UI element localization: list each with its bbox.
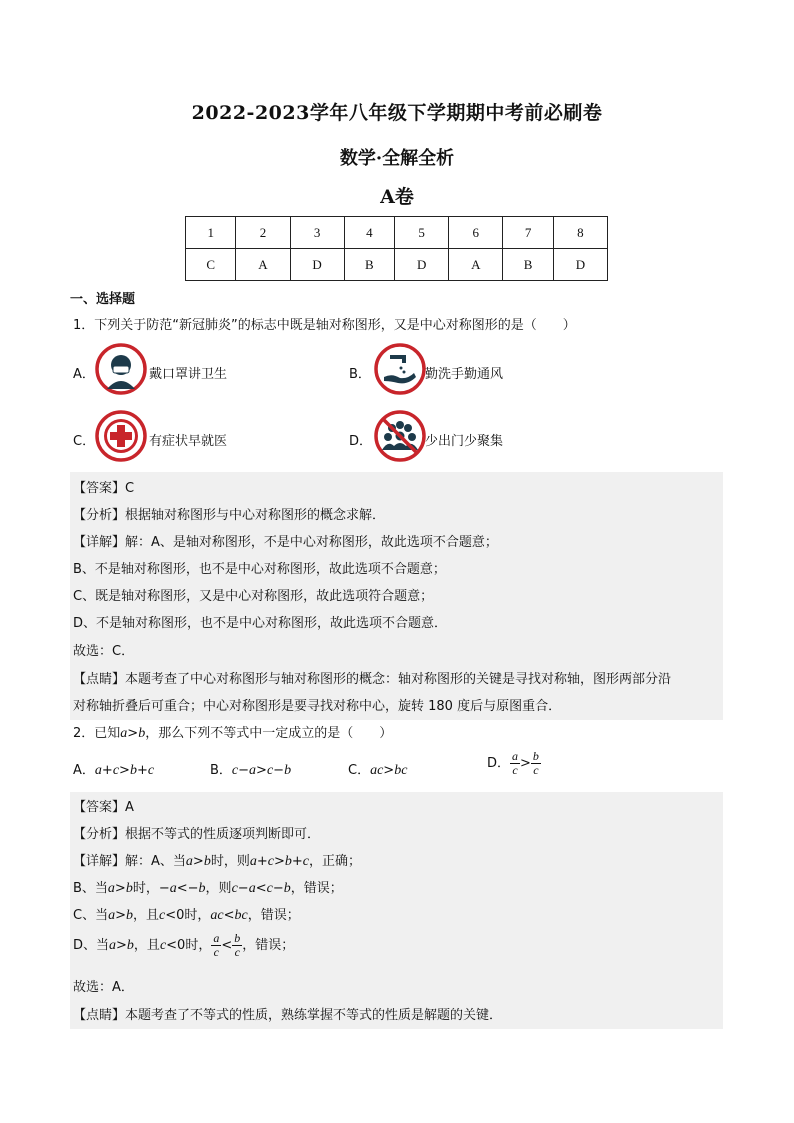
q1-detail-c: C、既是轴对称图形，又是中心对称图形，故此选项符合题意； [73,589,434,604]
hand-washing-icon [374,343,426,395]
math-expression: c [231,881,238,896]
q2-option-b: B．c−a>c−b [210,763,292,778]
no-crowd-icon [374,410,426,462]
q2-option-b-letter: B． [210,763,232,778]
q1-comment-line-1: 【点睛】本题考查了中心对称图形与轴对称图形的概念：轴对称图形的关键是寻找对称轴，图形两部分沿 [73,672,672,687]
math-expression: bc [394,763,408,778]
fraction-b-over-c: $\frac{b}{c}$ [234,931,241,959]
q1-option-b-letter: B． [349,367,371,382]
q1-option-a-label: 戴口罩讲卫生 [149,367,228,382]
question-2-stem: 2．已知a>b，那么下列不等式中一定成立的是（ ） [73,726,393,741]
math-expression: ac [370,763,384,778]
math-expression: a [109,938,117,953]
math-expression: a [120,726,128,741]
table-cell: A [449,249,503,281]
document-title: 2022-2023学年八年级下学期期中考前必刷卷 [191,102,603,124]
text-segment: ，错误； [290,881,343,896]
math-expression: a [169,881,177,896]
table-cell: C [186,249,236,281]
math-expression: a [249,763,257,778]
math-expression: c [266,881,273,896]
math-expression: c [159,938,167,953]
table-cell: A [236,249,290,281]
q2-choice: 故选：A． [73,980,134,995]
math-expression: a [107,881,115,896]
math-expression: c [231,763,239,778]
q2-option-d-letter: D． [487,756,511,771]
text-segment: D、当 [73,938,110,953]
math-expression: a [108,908,116,923]
table-cell: B [503,249,553,281]
math-expression: b [125,881,133,896]
q1-detail-b: B、不是轴对称图形，也不是中心对称图形，故此选项不合题意； [73,562,446,577]
q1-analysis: 【分析】根据轴对称图形与中心对称图形的概念求解． [73,508,386,523]
q2-stem-suffix: ，那么下列不等式中一定成立的是（ ） [145,726,393,741]
q2-detail-b: B、当a>b时，−a<−b，则c−a<c−b，错误； [73,881,343,896]
fraction-b-over-c: $\frac{b}{c}$ [532,749,539,777]
math-expression: a [249,854,257,869]
text-segment: ，正确； [308,854,361,869]
q2-comment: 【点睛】本题考查了不等式的性质，熟练掌握不等式的性质是解题的关键． [73,1008,503,1023]
medical-cross-icon [95,410,147,462]
document-subtitle: 数学·全解全析 [339,148,455,169]
q1-option-d-label: 少出门少聚集 [425,434,504,449]
math-expression: c [112,763,120,778]
math-expression: ac [210,908,224,923]
section-title: A卷 [380,186,414,208]
table-cell: 2 [236,217,290,249]
math-expression: b [138,726,146,741]
q1-option-b-label: 勤洗手勤通风 [425,367,504,382]
text-segment: 时， [185,938,212,953]
text-segment: C、当 [73,908,109,923]
answer-table-answer-row [186,249,608,281]
math-expression: c [302,854,309,869]
math-expression: b [203,854,211,869]
text-segment: 【详解】解：A、当 [73,854,186,869]
table-cell: 4 [344,217,394,249]
q1-answer: 【答案】C [73,481,135,496]
math-expression: c [267,854,274,869]
math-expression: a [248,881,256,896]
part-heading: 一、选择题 [70,292,136,307]
mask-person-icon [95,343,147,395]
table-cell: 5 [395,217,449,249]
text-segment: 时， [184,908,211,923]
math-expression: b [129,763,137,778]
text-segment: ，错误； [247,908,300,923]
math-expression: a [94,763,102,778]
table-cell: D [290,249,344,281]
text-segment: ，则 [205,881,232,896]
answer-table [185,216,608,281]
text-segment: 时， [132,881,159,896]
math-expression: a [185,854,193,869]
table-cell: D [395,249,449,281]
text-segment: ，且 [133,938,160,953]
q2-option-c: C．ac>bc [348,763,408,778]
q2-option-d: D． $\frac{a}{c}$ > $\frac{b}{c}$ [487,749,539,777]
q1-option-c-label: 有症状早就医 [149,434,228,449]
q1-detail-d: D、不是轴对称图形，也不是中心对称图形，故此选项不合题意． [73,616,448,631]
q1-option-a-letter: A． [73,367,95,382]
math-expression: b [125,908,133,923]
math-expression: b [198,881,206,896]
q1-detail-a: 【详解】解：A、是轴对称图形，不是中心对称图形，故此选项不合题意； [73,535,498,550]
math-expression: c [266,763,274,778]
q2-answer: 【答案】A [73,800,134,815]
text-segment: ，且 [132,908,159,923]
math-expression: b [126,938,134,953]
table-cell: 3 [290,217,344,249]
table-cell: D [553,249,607,281]
q2-option-a: A．a+c>b+c [73,763,155,778]
q2-option-a-letter: A． [73,763,95,778]
table-cell: 7 [503,217,553,249]
math-expression: b [284,854,292,869]
math-expression: c [147,763,155,778]
table-cell: 1 [186,217,236,249]
q1-choice: 故选：C． [73,644,135,659]
q2-option-c-letter: C． [348,763,371,778]
math-expression: c [159,908,166,923]
q1-option-d-letter: D． [349,434,373,449]
text-segment: ，错误； [242,938,295,953]
q1-option-c-letter: C． [73,434,96,449]
answer-table-number-row [186,217,608,249]
fraction-a-over-c: $\frac{a}{c}$ [213,931,220,959]
math-expression: b [283,881,291,896]
q1-comment-line-2: 对称轴折叠后可重合；中心对称图形是要寻找对称中心，旋转 180 度后与原图重合． [73,699,562,714]
math-expression: b [284,763,292,778]
q2-stem-prefix: 2．已知 [73,726,121,741]
table-cell: 6 [449,217,503,249]
text-segment: 时，则 [210,854,250,869]
text-segment: B、当 [73,881,108,896]
math-expression: bc [234,908,248,923]
table-cell: 8 [553,217,607,249]
q2-analysis: 【分析】根据不等式的性质逐项判断即可． [73,827,321,842]
q2-detail-d: D、当a>b，且c<0时， $\frac{a}{c}$ < $\frac{b}{c}$ ，错误； [73,931,295,959]
q2-detail-a: 【详解】解：A、当a>b时，则a+c>b+c，正确； [73,854,361,869]
question-1-stem: 1．下列关于防范“新冠肺炎”的标志中既是轴对称图形，又是中心对称图形的是（ ） [73,318,576,333]
table-cell: B [344,249,394,281]
fraction-a-over-c: $\frac{a}{c}$ [512,749,519,777]
q2-detail-c: C、当a>b，且c<0时，ac<bc，错误； [73,908,300,923]
